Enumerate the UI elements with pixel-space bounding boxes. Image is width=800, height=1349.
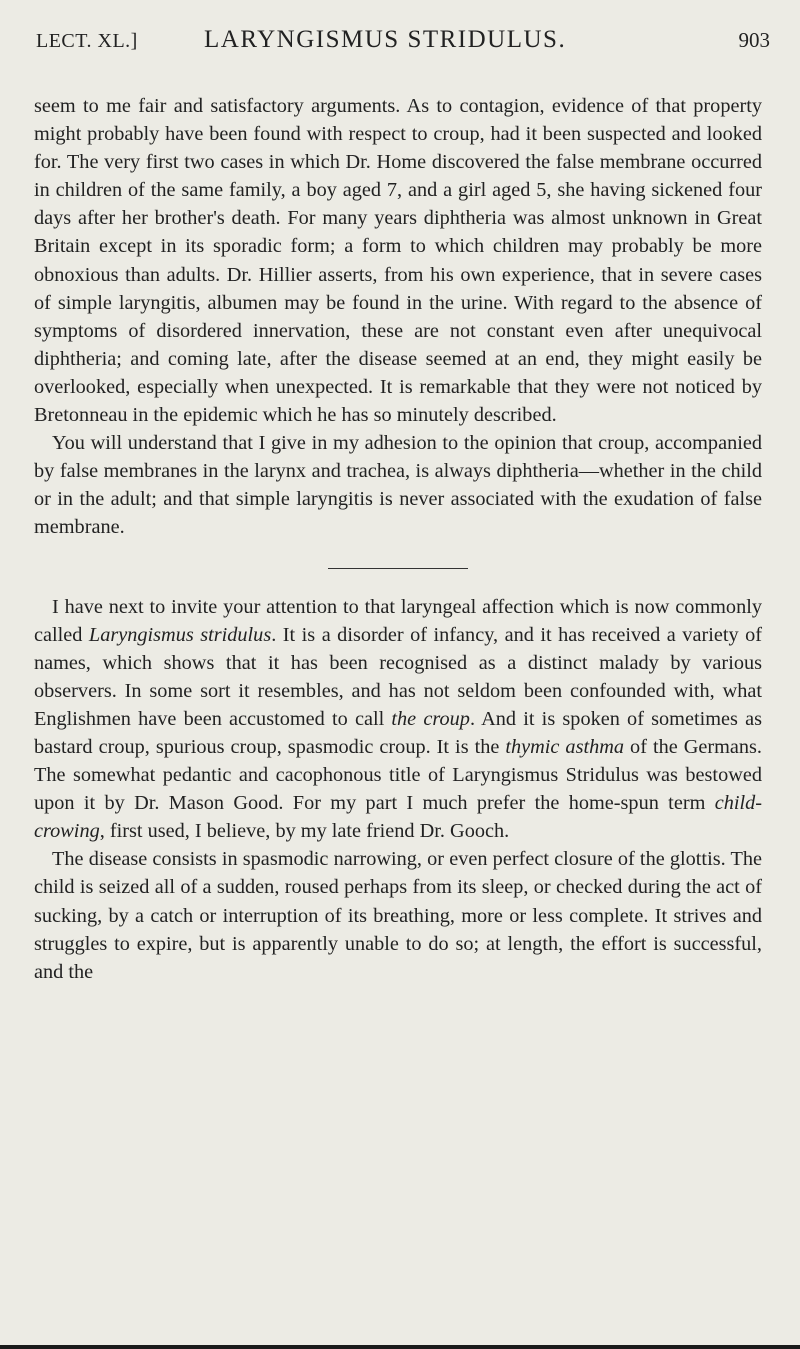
paragraph-3-text-g: of the Germans. The somewhat pedantic and cacophonous title of Laryngismus Stridulus was bestowed upon it by Dr. Mason Good. For my part I much prefer the home-spun term bbox=[34, 735, 763, 815]
italic-term-thymic-asthma: thymic asthma bbox=[505, 735, 625, 758]
italic-term-laryngismus: Laryngismus stridulus bbox=[88, 623, 272, 646]
paragraph-4: The disease consists in spasmodic narrowing, or even perfect closure of the glottis. The child is seized all of a sudden, roused perhaps from its sleep, or checked during the act of sucking, by a catch or interruption of its breathing, more or less complete. It strives and struggles to expire, but is apparently unable to do so; at length, the effort is successful, and the bbox=[34, 848, 762, 983]
section-divider bbox=[328, 568, 468, 569]
lecture-number: LECT. XL.] bbox=[36, 30, 138, 52]
italic-term-croup: the croup bbox=[391, 707, 470, 730]
paragraph-3-text-a: I have next to invite your attention to that laryngeal affection which is now commonly called bbox=[34, 595, 762, 646]
page-number: 903 bbox=[738, 28, 770, 52]
paragraph-2: You will understand that I give in my adhesion to the opinion that croup, accompanied by false membranes in the larynx and trachea, is always diphtheria—whether in the child or in the adult; and that simple laryngitis is never associated with the exudation of false membrane. bbox=[34, 432, 762, 539]
paragraph-1: seem to me fair and satisfactory arguments. As to contagion, evidence of that property might probably have been found with respect to croup, had it been suspected and looked for. The very first two cases in which Dr. Home discovered the false membrane occurred in children of the same family, a boy aged 7, and a girl aged 5, she having sickened four days after her brother's death. For many years diphtheria was almost unknown in Great Britain except in its sporadic form; a form to which children may probably be more obnoxious than adults. Dr. Hillier asserts, from his own experience, that in severe cases of simple laryngitis, albumen may be found in the urine. With regard to the absence of symptoms of disordered innervation, these are not constant even after unequivocal diphtheria; and coming late, after the disease seemed at an end, they might easily be overlooked, especially when unexpected. It is remarkable that they were not noticed by Bretonneau in the epidemic which he has so minutely described. bbox=[34, 95, 762, 427]
running-title: LARYNGISMUS STRIDULUS. bbox=[204, 26, 567, 53]
running-header bbox=[36, 26, 770, 60]
page-bottom-edge bbox=[0, 1345, 800, 1349]
italic-term-child-crowing: child-crowing bbox=[34, 792, 762, 843]
paragraph-3-text-e: . And it is spoken of sometimes as bastard croup, spurious croup, spasmodic croup. It is the bbox=[34, 707, 762, 758]
paragraph-3-text-c: . It is a disorder of infancy, and it has received a variety of names, which shows that it has been recognised as a distinct malady by various observers. In some sort it resembles, and has not seldom been confounded with, what Englishmen have been accustomed to call bbox=[34, 623, 762, 730]
body-text bbox=[34, 92, 762, 986]
paragraph-3 bbox=[34, 593, 762, 846]
paragraph-3-text-i: , first used, I believe, by my late friend Dr. Gooch. bbox=[99, 820, 510, 843]
